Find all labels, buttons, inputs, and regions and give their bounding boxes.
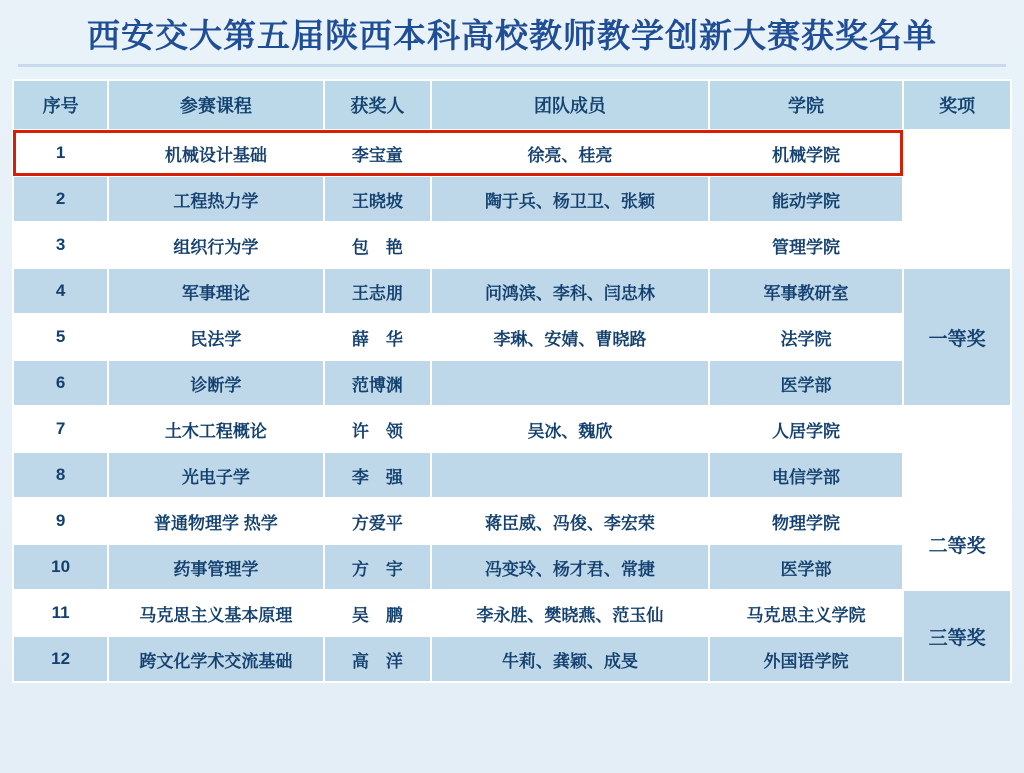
cell-winner: 范博渊 [324, 360, 432, 406]
cell-team: 陶于兵、杨卫卫、张颖 [431, 176, 708, 222]
cell-course: 民法学 [108, 314, 323, 360]
column-header-course: 参赛课程 [108, 80, 323, 130]
cell-course: 药事管理学 [108, 544, 323, 590]
cell-course: 土木工程概论 [108, 406, 323, 452]
cell-no: 7 [13, 406, 108, 452]
cell-course: 跨文化学术交流基础 [108, 636, 323, 682]
award-table [12, 79, 1012, 683]
cell-team: 李琳、安婧、曹晓路 [431, 314, 708, 360]
cell-course: 工程热力学 [108, 176, 323, 222]
cell-winner: 王志朋 [324, 268, 432, 314]
cell-team [431, 452, 708, 498]
cell-award-spacer [903, 130, 1011, 268]
cell-award-spacer [903, 406, 1011, 498]
cell-no: 6 [13, 360, 108, 406]
cell-no: 5 [13, 314, 108, 360]
table-row [13, 268, 1011, 314]
cell-winner: 王晓坡 [324, 176, 432, 222]
table-row [13, 544, 1011, 590]
cell-college: 物理学院 [709, 498, 904, 544]
cell-college: 机械学院 [709, 130, 904, 176]
cell-team [431, 360, 708, 406]
cell-winner: 李宝童 [324, 130, 432, 176]
table-row [13, 406, 1011, 452]
column-header-winner: 获奖人 [324, 80, 432, 130]
table-body [13, 130, 1011, 682]
title-bar [12, 14, 1012, 79]
cell-no: 11 [13, 590, 108, 636]
cell-team: 牛莉、龚颖、成旻 [431, 636, 708, 682]
table-row [13, 360, 1011, 406]
column-header-college: 学院 [709, 80, 904, 130]
cell-team [431, 222, 708, 268]
cell-award-third: 三等奖 [903, 590, 1011, 682]
cell-winner: 方爱平 [324, 498, 432, 544]
cell-college: 医学部 [709, 360, 904, 406]
cell-winner: 薛 华 [324, 314, 432, 360]
table-row [13, 222, 1011, 268]
cell-team: 徐亮、桂亮 [431, 130, 708, 176]
cell-no: 8 [13, 452, 108, 498]
table-row [13, 590, 1011, 636]
cell-winner: 方 宇 [324, 544, 432, 590]
table-row [13, 130, 1011, 176]
cell-no: 12 [13, 636, 108, 682]
cell-winner: 吴 鹏 [324, 590, 432, 636]
cell-no: 2 [13, 176, 108, 222]
cell-no: 9 [13, 498, 108, 544]
cell-no: 10 [13, 544, 108, 590]
cell-winner: 李 强 [324, 452, 432, 498]
cell-team: 吴冰、魏欣 [431, 406, 708, 452]
cell-course: 军事理论 [108, 268, 323, 314]
column-header-award: 奖项 [903, 80, 1011, 130]
cell-award-second: 二等奖 [903, 498, 1011, 590]
table-row [13, 176, 1011, 222]
cell-college: 人居学院 [709, 406, 904, 452]
cell-winner: 许 领 [324, 406, 432, 452]
cell-college: 马克思主义学院 [709, 590, 904, 636]
cell-course: 组织行为学 [108, 222, 323, 268]
cell-college: 外国语学院 [709, 636, 904, 682]
cell-award-first: 一等奖 [903, 268, 1011, 406]
cell-college: 医学部 [709, 544, 904, 590]
page-title: 西安交大第五届陕西本科高校教师教学创新大赛获奖名单 [87, 17, 937, 54]
cell-course: 马克思主义基本原理 [108, 590, 323, 636]
cell-college: 管理学院 [709, 222, 904, 268]
cell-team: 冯变玲、杨才君、常捷 [431, 544, 708, 590]
column-header-team: 团队成员 [431, 80, 708, 130]
cell-no: 3 [13, 222, 108, 268]
cell-winner: 高 洋 [324, 636, 432, 682]
cell-team: 问鸿滨、李科、闫忠林 [431, 268, 708, 314]
title-divider [18, 64, 1006, 67]
column-header-no: 序号 [13, 80, 108, 130]
cell-college: 军事教研室 [709, 268, 904, 314]
cell-course: 机械设计基础 [108, 130, 323, 176]
table-row [13, 452, 1011, 498]
cell-winner: 包 艳 [324, 222, 432, 268]
cell-college: 电信学部 [709, 452, 904, 498]
cell-course: 诊断学 [108, 360, 323, 406]
cell-team: 蒋臣威、冯俊、李宏荣 [431, 498, 708, 544]
cell-college: 能动学院 [709, 176, 904, 222]
cell-no: 4 [13, 268, 108, 314]
cell-course: 普通物理学 热学 [108, 498, 323, 544]
cell-course: 光电子学 [108, 452, 323, 498]
table-header-row [13, 80, 1011, 130]
table-row [13, 314, 1011, 360]
table-row [13, 498, 1011, 544]
cell-college: 法学院 [709, 314, 904, 360]
table-row [13, 636, 1011, 682]
cell-team: 李永胜、樊晓燕、范玉仙 [431, 590, 708, 636]
cell-no: 1 [13, 130, 108, 176]
